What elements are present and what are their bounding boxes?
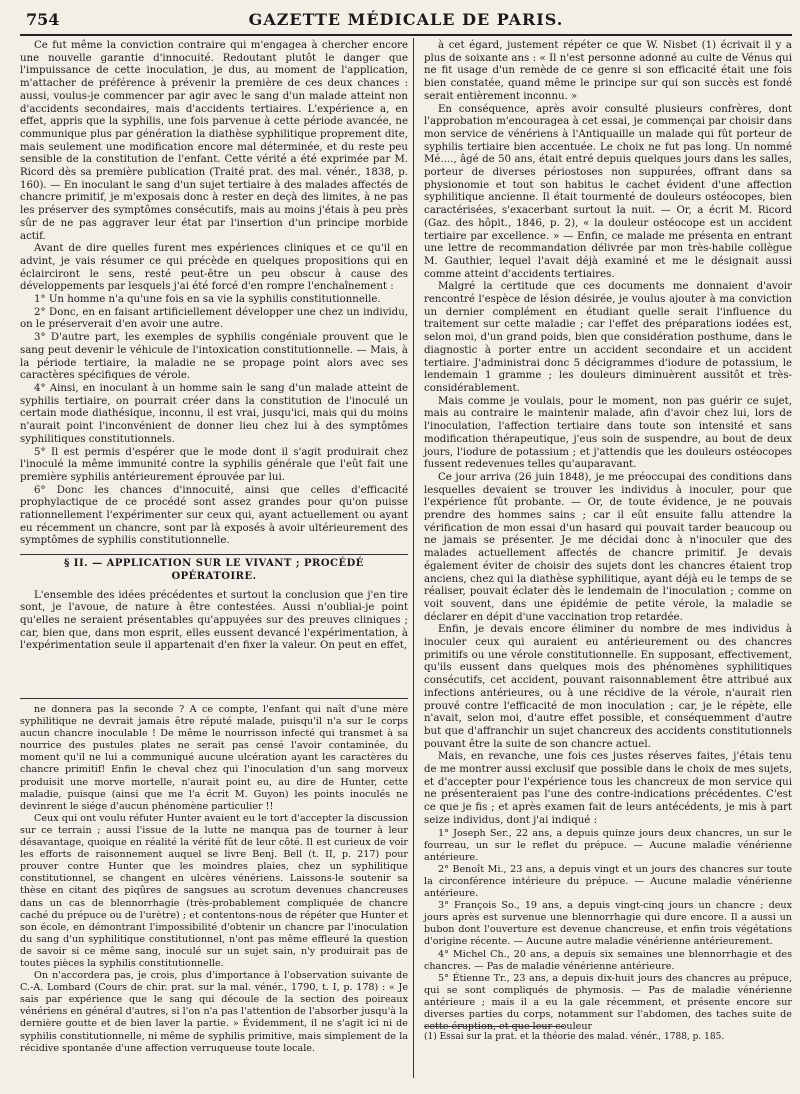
proposition-4: 4° Ainsi, en inoculant à un homme sain le sang d'un malade atteint de syphilis tertiaire, on pourrait créer dans la constitution de l'inoculé un certain mode diathésique, inconnu, il est vrai, jusqu'ici, mais qui du moins n'aurait point l'inconvénient de donner lieu chez lui à des symptômes syphilitiques constitutionnels. — [20, 382, 408, 445]
column-rule — [413, 38, 414, 1078]
case-entry: 1° Joseph Ser., 22 ans, a depuis quinze jours deux chancres, un sur le fourreau, un sur le reflet du prépuce. — Aucune maladie vénérienne antérieure. — [424, 827, 792, 863]
case-entry: 4° Michel Ch., 20 ans, a depuis six semaines une blennorrhagie et des chancres. — Pas de maladie vénérienne antérieure. — [424, 948, 792, 972]
paragraph: à cet égard, justement répéter ce que W. Nisbet (1) écrivait il y a plus de soixante ans : « Il n'est personne adonné au culte de Vénus qui ne fit usage d'un remède de ce genre si son efficacité était une fois bien constatée, quand même le principe sur qui son succès est fondé serait entièrement inconnu. » — [424, 40, 792, 102]
paragraph: En conséquence, après avoir consulté plusieurs confrères, dont l'approbation m'encouragea à cet essai, je commençai par choisir dans mon service de vénériens à l'Antiquaille un malade qui fût porteur de syphilis tertiaire bien accentuée. Le choix ne fut pas long. Un nommé Mé...., âgé de 50 ans, était entré depuis quelques jours dans les salles, porteur de diverses périostoses non suppurées, offrant dans sa physionomie et tout son habitus le cachet évident d'une affection syphilitique ancienne. Il était tourmenté de douleurs ostéocopes, bien caractérisées, s'exacerbant surtout la nuit. — Or, a écrit M. Ricord (Gaz. des hôpit., 1846, p. 2), « la douleur ostéocope est un accident tertiaire par excellence. » — Enfin, ce malade me présenta en entrant une lettre de recommandation délivrée par mon très-habile collègue M. Gauthier, lequel l'avait déjà examiné et me le désignait aussi comme atteint d'accidents tertiaires. — [424, 103, 792, 280]
paragraph: Ceux qui ont voulu réfuter Hunter avaient eu le tort d'accepter la discussion sur ce terrain ; aussi l'issue de la lutte ne manqua pas de tourner à leur désavantage, quoique en réalité la vérité fût de leur côté. Il est curieux de voir les efforts de raisonnement auquel se livre Benj. Bell (t. II, p. 217) pour prouver contre Hunter que les moindres plaies, chez un syphilitique constitutionnel, se changent en ulcères vénériens. Laissons-le soutenir sa thèse en citant des piqûres de sangsues au scrotum devenues chancreuses dans un cas de blennorrhagie (très-probablement compliquée de chancre caché du prépuce ou de l'urètre) ; et contentons-nous de répéter que Hunter et son école, en démontrant l'impossibilité d'obtenir un chancre par l'inoculation du sang d'un syphilitique constitutionnel, n'ont pas même effleuré la question de savoir si ce même sang, inoculé sur un sujet sain, n'y produirait pas de toutes pièces la syphilis constitutionnelle. — [20, 812, 408, 969]
paragraph: Enfin, je devais encore éliminer du nombre de mes individus à inoculer ceux qui auraient eu antérieurement ou des chancres primitifs ou une vérole constitutionnelle. En supposant, effectivement, qu'ils eussent dans quelques mois des phénomènes syphilitiques consécutifs, cet accident, pouvant raisonnablement être attribué aux infections antérieures, ou à une récidive de la vérole, n'aurait rien prouvé contre l'efficacité de mon inoculation ; car, je le répète, elle n'avait, selon moi, d'autre effet possible, et conséquemment d'autre but que d'affranchir un sujet chancreux des accidents constitutionnels pouvant être la suite de son chancre actuel. — [424, 624, 792, 750]
proposition-5: 5° Il est permis d'espérer que le mode dont il s'agit produirait chez l'inoculé la même immunité contre la syphilis générale que l'eût fait une première syphilis antérieurement éprouvée par lui. — [20, 446, 408, 483]
paragraph: Malgré la certitude que ces documents me donnaient d'avoir rencontré l'espèce de lésion désirée, je voulus ajouter à ma conviction un dernier complément en étudiant quelle serait l'influence du traitement sur cette maladie ; car l'effet des préparations iodées est, selon moi, d'un grand poids, bien que considération posthume, dans le diagnostic à porter entre un accident secondaire et un accident tertiaire. J'administrai donc 5 décigrammes d'iodure de potassium, le lendemain 1 gramme ; les douleurs diminuèrent aussitôt et très-considérablement. — [424, 281, 792, 394]
case-entry: 3° François So., 19 ans, a depuis vingt-cinq jours un chancre ; deux jours après est survenue une blennorrhagie qui dure encore. Il a aussi un bubon dont l'ouverture est devenue chancreuse, et enfin trois végétations d'origine récente. — Aucune autre maladie vénérienne antérieurement. — [424, 900, 792, 948]
page-header — [20, 8, 792, 36]
paragraph: Ce jour arriva (26 juin 1848), je me préoccupai des conditions dans lesquelles devaient se trouver les individus à inoculer, pour que l'expérience fût probante. — Or, de toute évidence, je ne pouvais prendre des hommes sains ; car il eût ensuite fallu attendre la vérification de mon essai d'un hasard qui pouvait tarder beaucoup ou ne jamais se présenter. Je me décidai donc à n'inoculer que des malades actuellement affectés de chancre primitif. Je devais également éviter de choisir des sujets dont les chancres étaient trop anciens, chez qui la diathèse syphilitique, ayant déjà eu le temps de se réaliser, pouvait éclater dès le lendemain de l'inoculation ; comme on voit souvent, dans une épidémie de petite vérole, la maladie se déclarer en dépit d'une vaccination trop retardée. — [424, 471, 792, 623]
proposition-6: 6° Donc les chances d'innocuité, ainsi que celles d'efficacité prophylactique de ce procédé sont assez grandes pour qu'on puisse rationnellement l'expérimenter sur ceux qui, ayant actuellement ou ayant eu récemment un chancre, sont par là exposés à avoir ultérieurement des symptômes de syphilis constitutionnelle. — [20, 484, 408, 547]
right-column — [424, 40, 792, 1033]
paragraph: On n'accordera pas, je crois, plus d'importance à l'observation suivante de C.-A. Lombard (Cours de chir. prat. sur la mal. vénér., 1790, t. I, p. 178) : « Je sais par expérience que le sang qui découle de la section des poireaux vénériens en général d'autres, si l'on n'a pas l'attention de l'absorber jusqu'à la dernière goutte et de bien laver la partie. » Évidemment, il ne s'agit ici ni de syphilis constitutionnelle, ni même de syphilis primitive, mais simplement de la récidive spontanée d'une affection verruqueuse toute locale. — [20, 970, 408, 1054]
proposition-3: 3° D'autre part, les exemples de syphilis congéniale prouvent que le sang peut devenir le véhicule de l'intoxication constitutionnelle. — Mais, à la période tertiaire, la maladie ne se propage point alors avec ses caractères spécifiques de vérole. — [20, 332, 408, 382]
paragraph: Mais comme je voulais, pour le moment, non pas guérir ce sujet, mais au contraire le maintenir malade, afin d'avoir chez lui, lors de l'inoculation, l'affection tertiaire dans toute son intensité et sans modification thérapeutique, j'eus soin de suspendre, au bout de deux jours, l'iodure de potassium ; et j'attendis que les douleurs ostéocopes fussent redevenues telles qu'auparavant. — [424, 395, 792, 471]
left-column-bottom — [20, 704, 408, 1084]
page — [20, 8, 792, 1088]
section-divider — [20, 698, 408, 699]
left-column-top — [20, 40, 408, 692]
footnote-rule — [424, 1026, 564, 1027]
section-heading: § II. — APPLICATION SUR LE VIVANT ; PROCÉDÉ OPÉRATOIRE. — [20, 554, 408, 583]
case-entry: 5° Étienne Tr., 23 ans, a depuis dix-huit jours des chancres au prépuce, qui se sont compliqués de phymosis. — Pas de maladie vénérienne antérieure ; mais il a eu la gale récemment, et présente encore sur diverses parties du corps, notamment sur l'abdomen, des taches suite de cette éruption, et que leur couleur — [424, 972, 792, 1033]
footnote: (1) Essai sur la prat. et la théorie des malad. vénér., 1788, p. 185. — [424, 1032, 725, 1042]
paragraph: Ce fut même la conviction contraire qui m'engagea à chercher encore une nouvelle garantie d'innocuité. Redoutant plutôt le danger que l'impuissance de cette inoculation, je dus, au moment de l'application, m'attacher de préférence à prévenir la première de ces deux chances : aussi, voulus-je commencer par agir avec le sang d'un malade atteint non d'accidents secondaires, mais d'accidents tertiaires. L'expérience a, en effet, appris que la syphilis, une fois parvenue à cette période avancée, ne communique plus par génération la diathèse syphilitique proprement dite, mais seulement une modification encore mal déterminée, et du reste peu sensible de la constitution de l'enfant. Cette vérité a été exprimée par M. Ricord dès sa première publication (Traité prat. des mal. vénér., 1838, p. 160). — En inoculant le sang d'un sujet tertiaire à des malades affectés de chancre primitif, je m'exposais donc à rester en deçà des limites, à ne pas les préserver des symptômes consécutifs, mais au moins j'étais à peu près sûr de ne pas aggraver leur état par l'insertion d'un principe morbide actif. — [20, 40, 408, 242]
proposition-1: 1° Un homme n'a qu'une fois en sa vie la syphilis constitutionnelle. — [34, 294, 381, 306]
page-number: 754 — [26, 10, 60, 29]
journal-title: GAZETTE MÉDICALE DE PARIS. — [248, 10, 564, 29]
case-entry: 2° Benoît Mi., 23 ans, a depuis vingt et un jours des chancres sur toute la circonférence intérieure du prépuce. — Aucune maladie vénérienne antérieure. — [424, 863, 792, 900]
paragraph: Mais, en revanche, une fois ces justes réserves faites, j'étais tenu de me montrer aussi exclusif que possible dans le choix de mes sujets, et d'accepter pour l'expérience tous les chancreux de mon service qui ne présenteraient pas l'une des contre-indications précédentes. C'est ce que je fis ; et après examen fait de leurs antécédents, je mis à part seize individus, dont j'ai indiqué : — [424, 751, 792, 826]
proposition-2: 2° Donc, en en faisant artificiellement développer une chez un individu, on le préserverait d'en avoir une autre. — [20, 306, 408, 331]
paragraph: ne donnera pas la seconde ? A ce compte, l'enfant qui naît d'une mère syphilitique ne devrait jamais être réputé malade, puisqu'il n'a sur le corps aucun chancre inoculable ! De même le nourrisson infecté qui transmet à sa nourrice des pustules plates ne serait pas censé l'avoir contaminée, du moment qu'il ne lui a communiqué aucune ulcération ayant les caractères du chancre primitif! Enfin le cheval chez qui l'inoculation d'un sang morveux produisit une morve mortelle, n'aurait point eu, au dire de Hunter, cette maladie, puisque (ainsi que me l'a écrit M. Guyon) les points inoculés ne devinrent le siége d'aucun phénomène particulier !! — [20, 704, 408, 812]
paragraph: L'ensemble des idées précédentes et surtout la conclusion que j'en tire sont, je l'avoue, de nature à être contestées. Aussi n'oubliai-je point qu'elles ne seraient présentables qu'appuyées sur des preuves cliniques ; car, bien que, dans mon esprit, elles eussent devancé l'expérimentation, à l'expérimentation seule il appartenait d'en fixer la valeur. On peut en effet, — [20, 589, 408, 652]
paragraph: Avant de dire quelles furent mes expériences cliniques et ce qu'il en advint, je vais résumer ce qui précède en quelques propositions qui en éclairciront le sens, resté peut-être un peu obscur à cause des développements par lesquels j'ai été forcé d'en rompre l'enchaînement : — [20, 243, 408, 293]
